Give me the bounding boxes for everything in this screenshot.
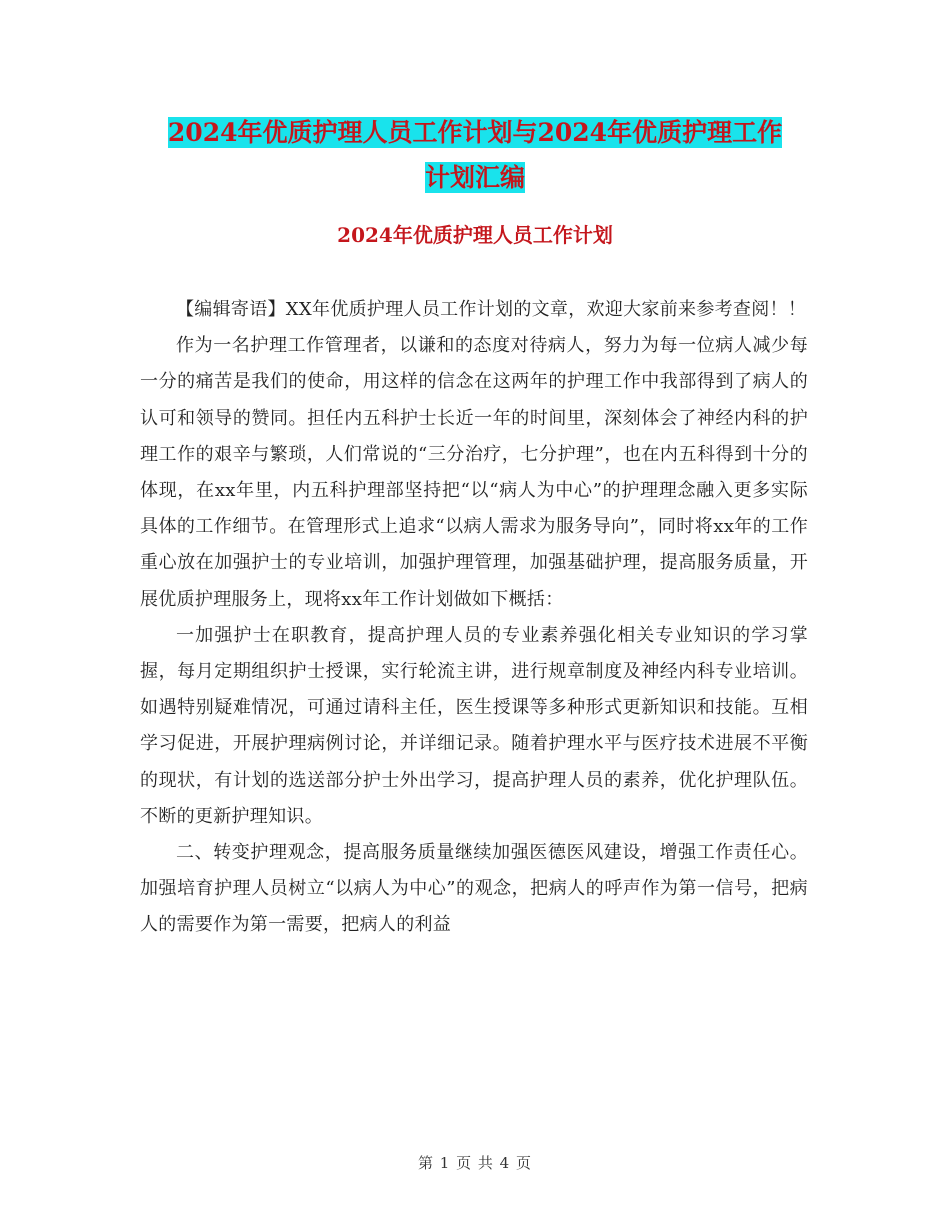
paragraph-editor-note: 【编辑寄语】XX年优质护理人员工作计划的文章，欢迎大家前来参考查阅！！ — [176, 299, 807, 320]
section-title: 2024年优质护理人员工作计划 — [337, 223, 613, 247]
main-title — [130, 110, 820, 200]
paragraph-section-two: 二、转变护理观念，提高服务质量继续加强医德医风建设，增强工作责任心。加强培育护理人员树立“以病人为中心”的观念，把病人的呼声作为第一信号，把病人的需要作为第一需要，把病人的利益 — [140, 842, 808, 936]
main-title-line-2: 计划汇编 — [424, 163, 525, 192]
paragraph-section-one: 一加强护士在职教育，提高护理人员的专业素养强化相关专业知识的学习掌握，每月定期组织护士授课，实行轮流主讲，进行规章制度及神经内科专业培训。如遇特别疑难情况，可通过请科主任，医生授课等多种形式更新知识和技能。互相学习促进，开展护理病例讨论，并详细记录。随着护理水平与医疗技术进展不平衡的现状，有计划的选送部分护士外出学习，提高护理人员的素养，优化护理队伍。不断的更新护理知识。 — [140, 624, 808, 827]
paragraph-intro: 作为一名护理工作管理者，以谦和的态度对待病人，努力为每一位病人减少每一分的痛苦是我们的使命，用这样的信念在这两年的护理工作中我部得到了病人的认可和领导的赞同。担任内五科护士长近一年的时间里，深刻体会了神经内科的护理工作的艰辛与繁琐，人们常说的“三分治疗，七分护理”，也在内五科得到十分的体现，在xx年里，内五科护理部坚持把“以“病人为中心”的护理理念融入更多实际具体的工作细节。在管理形式上追求“以病人需求为服务导向”，同时将xx年的工作重心放在加强护士的专业培训，加强护理管理，加强基础护理，提高服务质量，开展优质护理服务上，现将xx年工作计划做如下概括： — [140, 335, 808, 610]
main-title-line-1: 2024年优质护理人员工作计划与2024年优质护理工作 — [167, 118, 783, 147]
body-text — [140, 292, 808, 944]
page-footer: 第 1 页 共 4 页 — [418, 1154, 532, 1172]
